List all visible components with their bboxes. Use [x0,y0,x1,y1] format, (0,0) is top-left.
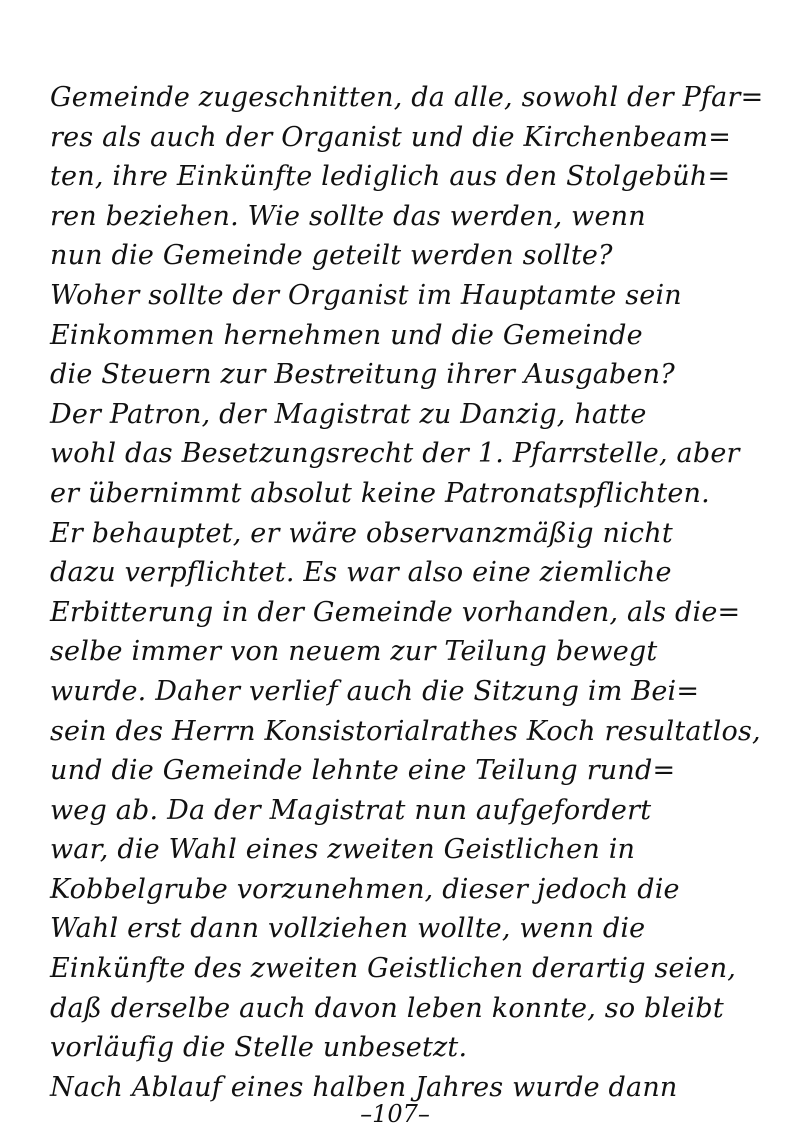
text-line: die Steuern zur Bestreitung ihrer Ausgaben? [50,359,675,391]
text-line: Woher sollte der Organist im Hauptamte sein [50,279,682,311]
text-line: sein des Herrn Konsistorialrathes Koch resultatlos, [50,715,761,747]
text-line: ren beziehen. Wie sollte das werden, wenn [50,200,646,232]
text-line: dazu verpflichtet. Es war also eine ziemliche [50,557,672,589]
text-line: wurde. Daher verlief auch die Sitzung im Bei= [50,675,700,707]
text-line: Gemeinde zugeschnitten, da alle, sowohl der Pfar= [50,82,764,113]
text-line: wohl das Besetzungsrecht der 1. Pfarrstelle, aber [50,438,740,470]
text-line: Einkünfte des zweiten Geistlichen derartig seien, [50,953,737,985]
text-line: Kobbelgrube vorzunehmen, dieser jedoch die [50,873,680,905]
text-line: res als auch der Organist und die Kirchenbeam= [50,121,732,153]
text-line: Nach Ablauf eines halben Jahres wurde dann [50,1071,678,1103]
text-line: Der Patron, der Magistrat zu Danzig, hatte [50,398,647,430]
text-line: war, die Wahl eines zweiten Geistlichen in [50,834,636,866]
text-line: er übernimmt absolut keine Patronatspflichten. [50,477,710,509]
text-line: vorläufig die Stelle unbesetzt. [50,1032,468,1064]
text-line: nun die Gemeinde geteilt werden sollte? [50,240,613,272]
text-line: Einkommen hernehmen und die Gemeinde [50,319,643,351]
text-line: Wahl erst dann vollziehen wollte, wenn die [50,913,646,945]
text-line: Erbitterung in der Gemeinde vorhanden, als die= [50,596,741,628]
text-line: weg ab. Da der Magistrat nun aufgefordert [50,794,652,826]
text-line: selbe immer von neuem zur Teilung bewegt [50,636,658,668]
handwritten-text-block [50,78,765,1107]
page-number: –107– [360,1100,430,1128]
text-line: und die Gemeinde lehnte eine Teilung rund= [50,755,676,787]
text-line: ten, ihre Einkünfte lediglich aus den Stolgebüh= [50,161,731,193]
text-line: daß derselbe auch davon leben konnte, so bleibt [50,992,724,1024]
text-line: Er behauptet, er wäre observanzmäßig nicht [50,517,673,549]
